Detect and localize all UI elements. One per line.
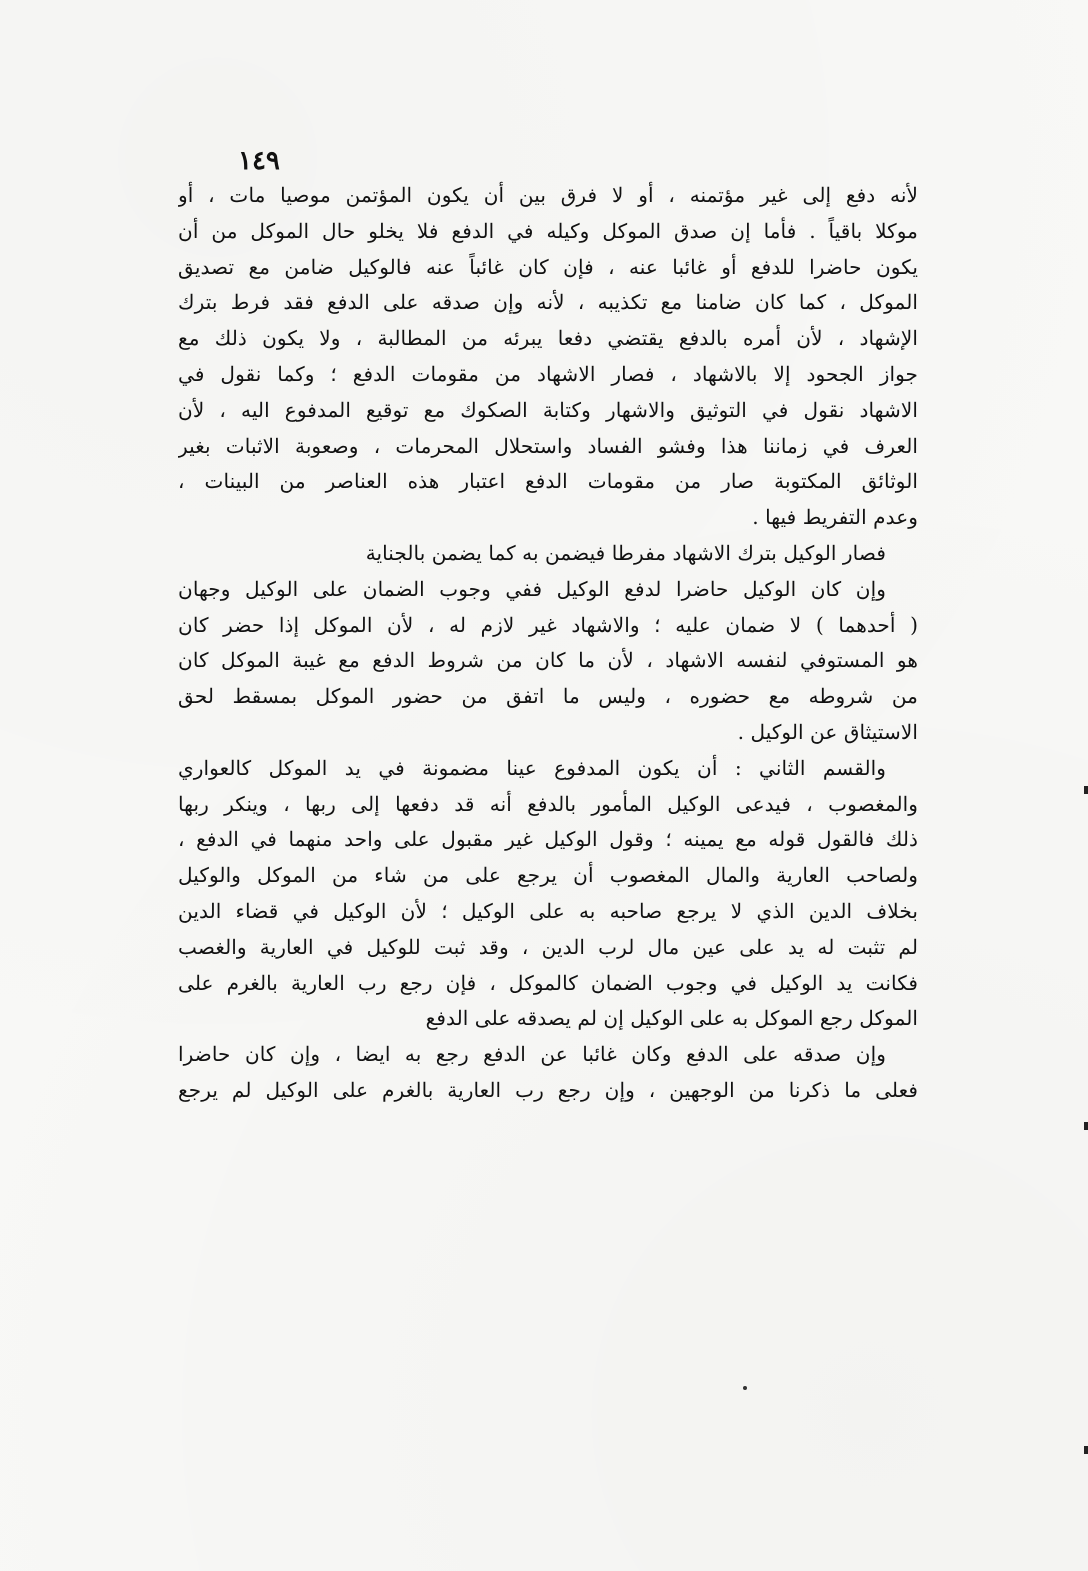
text-line: الموكل ، كما كان ضامنا مع تكذيبه ، لأنه وإن صدقه على الدفع فقد فرط بترك: [178, 290, 918, 315]
text-line: موكلا باقياً . فأما إن صدق الموكل وكيله في الدفع فلا يخلو حال الموكل من أن: [178, 218, 918, 243]
text-line: الاشهاد نقول في التوثيق والاشهار وكتابة الصكوك مع توقيع المدفوع اليه ، لأن: [178, 397, 918, 422]
text-line: الموكل رجع الموكل به على الوكيل إن لم يصدقه على الدفع: [425, 1006, 918, 1031]
text-line: والمغصوب ، فيدعى الوكيل المأمور بالدفع أنه قد دفعها إلى ربها ، وينكر ربها: [178, 791, 918, 816]
text-line: فصار الوكيل بترك الاشهاد مفرطا فيضمن به كما يضمن بالجناية: [365, 540, 886, 565]
text-line: ( أحدهما ) لا ضمان عليه ؛ والاشهاد غير لازم له ، لأن الموكل إذا حضر كان: [178, 612, 918, 637]
text-line: جواز الجحود إلا بالاشهاد ، فصار الاشهاد من مقومات الدفع ؛ وكما نقول في: [178, 361, 918, 386]
text-line: من شروطه مع حضوره ، وليس ما اتفق من حضور الموكل بمسقط لحق: [178, 684, 918, 709]
text-line: هو المستوفي لنفسه الاشهاد ، لأن ما كان من شروط الدفع مع غيبة الموكل كان: [178, 648, 918, 673]
text-line: فعلى ما ذكرنا من الوجهين ، وإن رجع رب العارية بالغرم على الوكيل لم يرجع: [178, 1077, 918, 1102]
text-line: ولصاحب العارية والمال المغصوب أن يرجع على من شاء من الموكل والوكيل: [178, 863, 918, 888]
text-line: وعدم التفريط فيها .: [752, 505, 918, 530]
text-line: لم تثبت له يد على عين مال لرب الدين ، وقد ثبت للوكيل في العارية والغصب: [178, 934, 918, 959]
text-line: بخلاف الدين الذي لا يرجع صاحبه به على الوكيل ؛ لأن الوكيل في قضاء الدين: [178, 898, 918, 923]
margin-mark: [1084, 1122, 1088, 1130]
text-line: فكانت يد الوكيل في وجوب الضمان كالموكل ، فإن رجع رب العارية بالغرم على: [178, 970, 918, 995]
margin-mark: [1084, 1446, 1088, 1454]
text-line: والقسم الثاني : أن يكون المدفوع عينا مضمونة في يد الموكل كالعواري: [178, 755, 886, 780]
text-line: وإن كان الوكيل حاضرا لدفع الوكيل ففي وجوب الضمان على الوكيل وجهان: [178, 576, 886, 601]
text-line: لأنه دفع إلى غير مؤتمنه ، أو لا فرق بين أن يكون المؤتمن موصيا مات ، أو: [178, 183, 918, 207]
text-line: الإشهاد ، لأن أمره بالدفع يقتضي دفعا يبرئه من المطالبة ، ولا يكون ذلك مع: [178, 326, 918, 351]
text-line: الاستيثاق عن الوكيل .: [737, 719, 918, 744]
body-text: [178, 178, 918, 1109]
margin-mark: [1084, 786, 1088, 794]
text-line: العرف في زماننا هذا وفشو الفساد واستحلال المحرمات ، وصعوبة الاثبات بغير: [178, 433, 918, 458]
page-number: ١٤٩: [238, 146, 280, 176]
text-line: وإن صدقه على الدفع وكان غائبا عن الدفع رجع به ايضا ، وإن كان حاضرا: [178, 1042, 886, 1067]
ink-dot: [743, 1386, 747, 1390]
text-line: الوثائق المكتوبة صار من مقومات الدفع اعتبار هذه العناصر من البينات ،: [178, 469, 918, 494]
text-line: ذلك فالقول قوله مع يمينه ؛ وقول الوكيل غير مقبول على واحد منهما في الدفع ،: [178, 827, 918, 852]
text-line: يكون حاضرا للدفع أو غائبا عنه ، فإن كان غائباً عنه فالوكيل ضامن مع تصديق: [178, 254, 918, 279]
